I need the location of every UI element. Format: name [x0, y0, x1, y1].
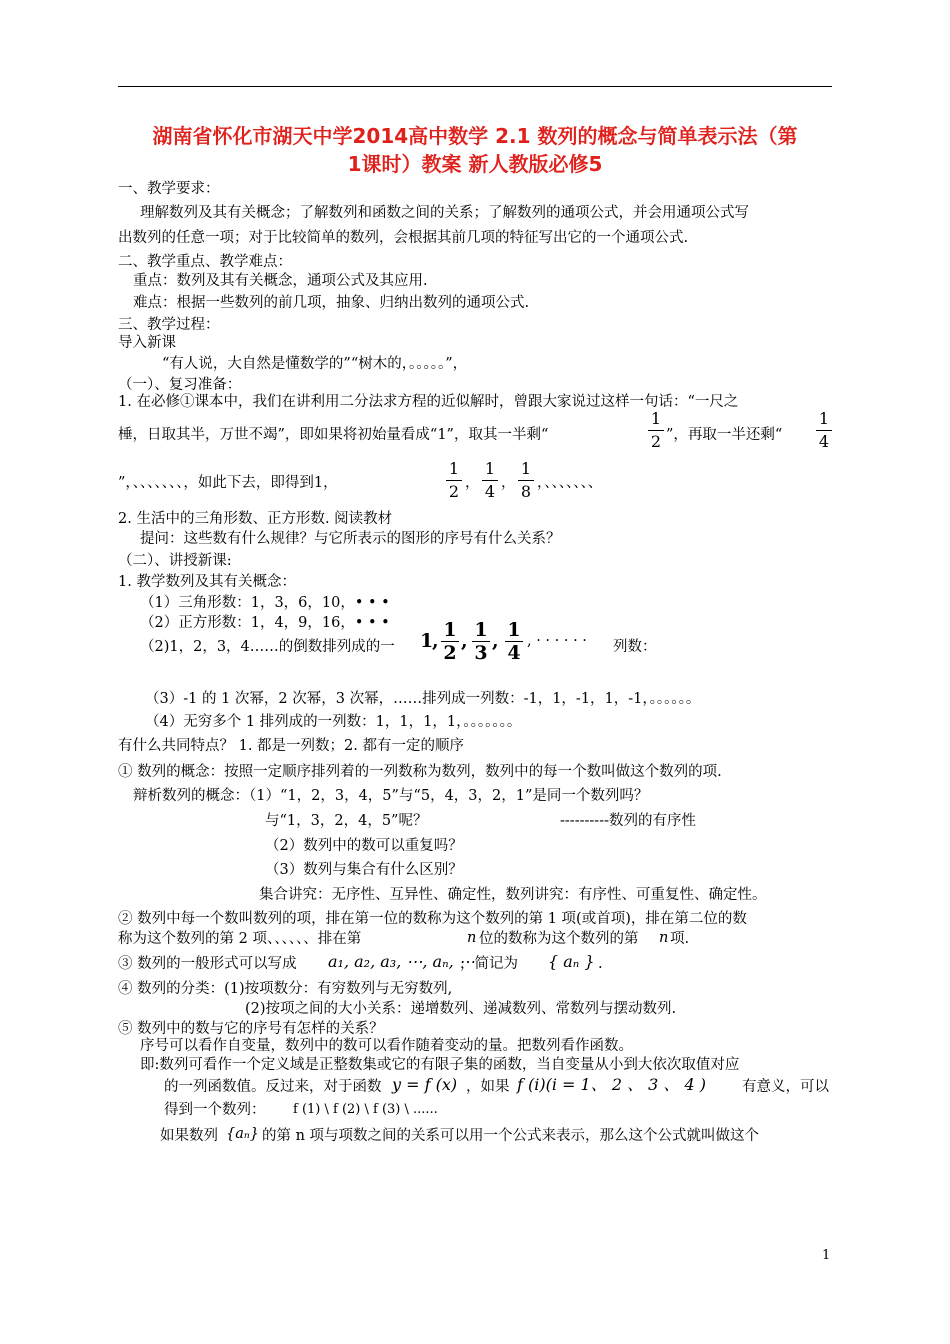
math-n: n	[659, 930, 669, 946]
fraction-quarter: 1 4	[813, 410, 835, 451]
math-one: 1	[420, 630, 434, 652]
fraction-half: 1 2	[443, 460, 465, 501]
math-general-form: a₁, a₂, a₃, ⋯, aₙ, ⋯	[328, 952, 475, 971]
paragraph-line: 重点：数列及其有关概念，通项公式及其应用.	[133, 273, 428, 289]
fraction-half: 1 2	[439, 620, 461, 663]
paragraph-line: 提问：这些数有什么规律？与它所表示的图形的序号有什么关系？	[140, 531, 561, 547]
fraction-quarter: 1 4	[479, 460, 501, 501]
paragraph-line: 项.	[670, 931, 690, 947]
list-item: （4）无穷多个 1 排列成的一列数：1，1，1，1，。。。。。。。	[145, 714, 522, 730]
definition-line: ⑤ 数列中的数与它的序号有怎样的关系？	[118, 1021, 384, 1037]
definition-line: ④ 数列的分类：(1)按项数分：有穷数列与无穷数列,	[118, 981, 453, 997]
section-heading: 一、教学要求：	[118, 181, 220, 197]
math-n: n	[467, 930, 477, 946]
paragraph-line: 得到一个数列：	[164, 1102, 266, 1118]
math-fi: f (i)(i = 1、 2 、 3 、 4 )	[517, 1075, 707, 1094]
ellipsis: , · · · · · ·	[527, 633, 587, 649]
paragraph-line: 的一列函数值。反过来，对于函数	[164, 1079, 382, 1095]
paragraph-line: 出数列的任意一项；对于比较简单的数列，会根据其前几项的特征写出它的一个通项公式.	[118, 230, 689, 246]
paragraph-line: 如果数列	[160, 1128, 218, 1144]
paragraph-line: 辩析数列的概念：（1）“1，2，3，4，5”与“5，4，3，2，1”是同一个数列吗？	[133, 788, 649, 804]
paragraph-line: ”，再取一半还剩“	[666, 427, 783, 443]
paragraph-line: （3）数列与集合有什么区别？	[265, 862, 463, 878]
math-sequence-values: f (1) \ f (2) \ f (3) \ ......	[293, 1102, 438, 1117]
paragraph-line: 有意义，可以	[742, 1079, 829, 1095]
separator: ,	[492, 630, 499, 652]
fraction-quarter: 1 4	[503, 620, 525, 663]
paragraph-line: 1. 教学数列及其有关概念：	[118, 574, 296, 590]
paragraph-line: 列数：	[613, 639, 657, 655]
paragraph-line: 1. 在必修①课本中，我们在讲利用二分法求方程的近似解时，曾跟大家说过这样一句话：“一尺之	[118, 394, 739, 410]
paragraph-line: 集合讲究：无序性、互异性、确定性，数列讲究：有序性、可重复性、确定性。	[259, 887, 767, 903]
section-heading: （二）、讲授新课:	[118, 553, 232, 569]
separator: ,	[432, 630, 439, 652]
paragraph-line: ，如果	[466, 1079, 510, 1095]
paragraph-line: 与“1，3，2，4，5”呢？	[265, 813, 428, 829]
paragraph-line: 难点：根据一些数列的前几项，抽象、归纳出数列的通项公式.	[133, 295, 530, 311]
paragraph-line: ”，、、、、、、、，如此下去，即得到1，	[118, 475, 338, 491]
paragraph-line: 序号可以看作自变量，数列中的数可以看作随着变动的量。把数列看作函数。	[140, 1038, 633, 1054]
definition-line: ③ 数列的一般形式可以写成	[118, 956, 297, 972]
math-function: y = f (x)	[392, 1075, 458, 1094]
document-title-line-1: 湖南省怀化市湖天中学2014高中数学 2.1 数列的概念与简单表示法（第	[152, 124, 798, 148]
paragraph-line: “有人说，大自然是懂数学的”“树木的，。。。。。”，	[162, 356, 468, 372]
separator: ,	[461, 630, 468, 652]
fraction-half: 1 2	[645, 410, 667, 451]
paragraph-line: 2. 生活中的三角形数、正方形数. 阅读教材	[118, 511, 393, 527]
paragraph-line: (2)按项之间的大小关系：递增数列、递减数列、常数列与摆动数列.	[245, 1001, 677, 1017]
list-item: （2)1，2，3，4……的倒数排列成的一	[140, 639, 395, 655]
paragraph-line: 称为这个数列的第 2 项、、、、、、排在第	[118, 931, 362, 947]
section-heading: （一）、复习准备：	[118, 377, 242, 393]
page-number: 1	[822, 1248, 831, 1263]
definition-line: ② 数列中每一个数叫数列的项，排在第一位的数称为这个数列的第 1 项(或首项)，排在第二位的数	[118, 911, 747, 927]
paragraph-line: 位的数称为这个数列的第	[479, 931, 639, 947]
paragraph-line: ----------数列的有序性	[560, 813, 696, 829]
list-item: （2）正方形数：1，4，9，16，• • •	[140, 615, 390, 631]
fraction-third: 1 3	[470, 620, 492, 663]
math-an-set: {aₙ}	[226, 1126, 259, 1142]
paragraph-line: ，、、、、、、、	[537, 475, 603, 491]
paragraph-line: 即:数列可看作一个定义域是正整数集或它的有限子集的函数，当自变量从小到大依次取值对应	[140, 1057, 740, 1073]
list-item: （3）-1 的 1 次幂，2 次幂，3 次幂，……排列成一列数：-1，1，-1，1，-1，。。。。。。	[145, 691, 701, 707]
fraction-eighth: 1 8	[515, 460, 537, 501]
section-heading: 三、教学过程：	[118, 317, 220, 333]
document-title-line-2: 1课时）教案 新人教版必修5	[347, 152, 603, 176]
separator: ，	[465, 475, 480, 491]
paragraph-line: 理解数列及其有关概念；了解数列和函数之间的关系；了解数列的通项公式，并会用通项公式写	[140, 205, 749, 221]
definition-line: ① 数列的概念：按照一定顺序排列着的一列数称为数列，数列中的每一个数叫做这个数列的项.	[118, 764, 722, 780]
paragraph-line: 导入新课	[118, 335, 176, 351]
math-short-form: { aₙ }	[548, 952, 595, 971]
header-rule	[118, 86, 832, 87]
paragraph-line: （2）数列中的数可以重复吗？	[265, 838, 463, 854]
list-item: （1）三角形数：1，3，6，10，• • •	[140, 595, 390, 611]
separator: ，	[501, 475, 516, 491]
paragraph-line: ，简记为	[460, 956, 518, 972]
section-heading: 二、教学重点、教学难点：	[118, 254, 292, 270]
paragraph-line: 棰，日取其半，万世不竭”，即如果将初始量看成“1”，取其一半剩“	[118, 427, 549, 443]
paragraph-line: 的第 n 项与项数之间的关系可以用一个公式来表示，那么这个公式就叫做这个	[262, 1128, 760, 1144]
period: .	[598, 956, 603, 972]
paragraph-line: 有什么共同特点？ 1. 都是一列数；2. 都有一定的顺序	[118, 738, 464, 754]
